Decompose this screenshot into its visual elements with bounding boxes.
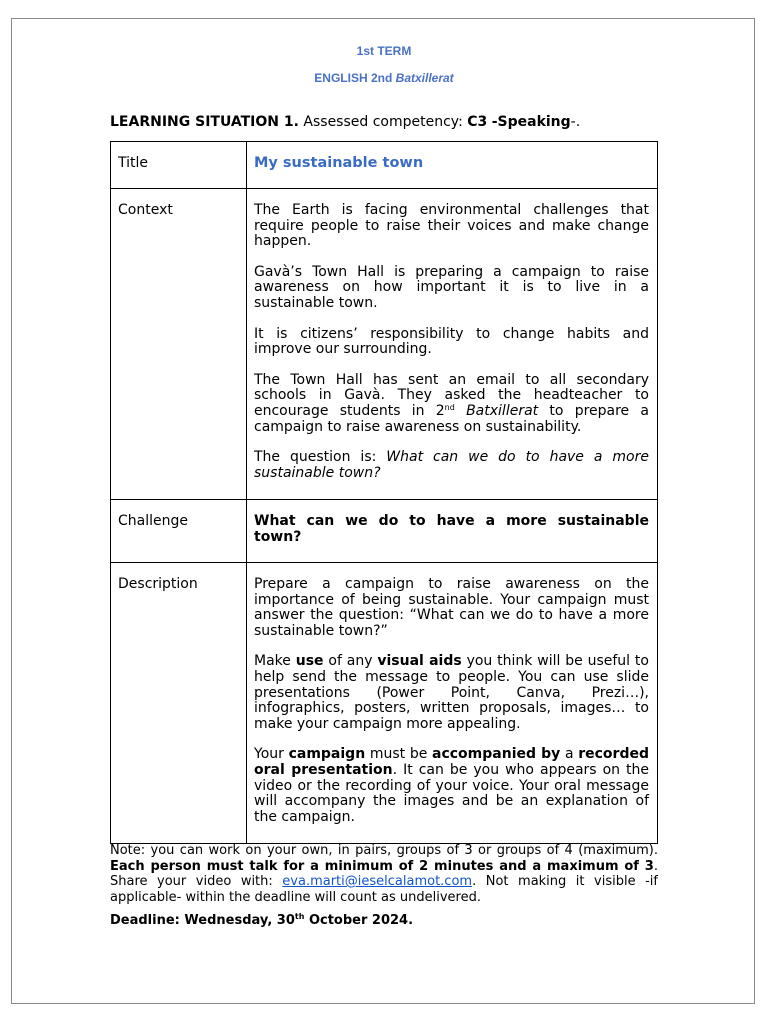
- context-paragraph-1: The Earth is facing environmental challenges that require people to raise their voices and make change happen.: [254, 202, 649, 250]
- description-paragraph-3: [254, 747, 649, 825]
- desc-p2-a: Make: [254, 653, 296, 670]
- context-paragraph-3: It is citizens’ responsibility to change habits and improve our surrounding.: [254, 325, 649, 358]
- context-p4-text-end: to prepare a campaign to raise awareness on sustainability.: [254, 402, 649, 435]
- competency-name: Speaking: [497, 114, 571, 130]
- context-p4-italic: Batxillerat: [466, 402, 539, 419]
- deadline-text: Deadline: Wednesday, 30: [110, 913, 295, 928]
- context-p4-text: The Town Hall has sent an email to all secondary schools in Gavà. They asked the headteacher to encourage students in 2: [254, 371, 649, 419]
- desc-p3-a: Your: [254, 746, 289, 763]
- title-value-cell: [247, 142, 658, 189]
- desc-p3-bold-oral: recorded oral presentation: [254, 746, 649, 778]
- context-paragraph-4: [254, 373, 649, 435]
- email-link[interactable]: eva.marti@ieselcalamot.com: [282, 874, 473, 889]
- competency-dash: -: [491, 114, 498, 130]
- context-paragraph-2: Gavà’s Town Hall is preparing a campaign to raise awareness on how important it is to live in a sustainable town.: [254, 263, 649, 311]
- desc-p2-c: of any: [323, 653, 378, 670]
- desc-p2-bold-visual-aids: visual aids: [377, 653, 462, 670]
- learning-situation-line: [110, 114, 580, 130]
- note-bold: Each person must talk for a minimum of 2 minutes and a maximum of 3: [110, 858, 654, 874]
- subject-text: ENGLISH 2nd: [314, 71, 393, 85]
- competency-end: -.: [570, 114, 581, 130]
- note-line1: Note: you can work on your own, in pairs, groups of 3 or groups of 4 (maximum).: [110, 843, 658, 858]
- title-label: Title: [111, 142, 247, 189]
- desc-p2-bold-use: use: [295, 653, 324, 670]
- description-paragraph-2: [254, 654, 649, 732]
- learning-situation-table: [110, 141, 658, 844]
- context-question: What can we do to have a more sustainable town?: [254, 449, 649, 481]
- deadline-sup: th: [294, 912, 305, 921]
- note-paragraph: [110, 843, 658, 905]
- learning-situation-label: LEARNING SITUATION 1.: [110, 114, 299, 130]
- table-row-title: [111, 142, 658, 189]
- title-value: My sustainable town: [254, 155, 424, 171]
- desc-p2-d: you think will be useful to help send the message to people. You can use slide presentations (Power Point, Canva, Prezi…), infographics, posters, written proposals, images… to make your campaign more appealing.: [254, 653, 649, 732]
- context-p5-text: The question is:: [254, 449, 387, 466]
- deadline: [110, 913, 413, 928]
- competency-code: C3: [467, 114, 488, 130]
- term-heading: [0, 44, 768, 58]
- desc-p3-e: . It can be you who appears on the video or the recording of your voice. Your oral message will accompany the images and be an explanation of the campaign.: [254, 761, 649, 825]
- table-row-description: [111, 563, 658, 844]
- desc-p3-bold-campaign: campaign: [288, 746, 366, 763]
- table-row-challenge: [111, 500, 658, 563]
- course-text: Batxillerat: [395, 71, 454, 85]
- context-p4-sup: nd: [444, 402, 455, 412]
- desc-p3-c: must be: [365, 746, 433, 763]
- context-paragraph-5: [254, 450, 649, 481]
- challenge-value-cell: [247, 500, 658, 563]
- table-row-context: [111, 189, 658, 500]
- description-label: Description: [111, 563, 247, 844]
- description-value-cell: [247, 563, 658, 844]
- deadline-text-end: October 2024.: [304, 913, 414, 928]
- challenge-label: Challenge: [111, 500, 247, 563]
- context-value-cell: [247, 189, 658, 500]
- context-label: Context: [111, 189, 247, 500]
- desc-p3-d: a: [560, 746, 579, 763]
- challenge-value: What can we do to have a more sustainable town?: [254, 513, 649, 545]
- term-text: 1st TERM: [356, 44, 412, 58]
- desc-p3-bold-accompanied: accompanied by: [432, 746, 561, 763]
- note-share-suffix: . Not making it visible -if applicable- within the deadline will count as undelivered.: [110, 874, 658, 905]
- note-after-bold: .: [653, 858, 658, 874]
- subject-heading: [0, 71, 768, 85]
- competency-prefix: Assessed competency:: [303, 114, 463, 130]
- description-paragraph-1: Prepare a campaign to raise awareness on the importance of being sustainable. Your campaign must answer the question: “What can we do to have a more sustainable town?”: [254, 576, 649, 639]
- note-share-prefix: Share your video with:: [110, 874, 283, 889]
